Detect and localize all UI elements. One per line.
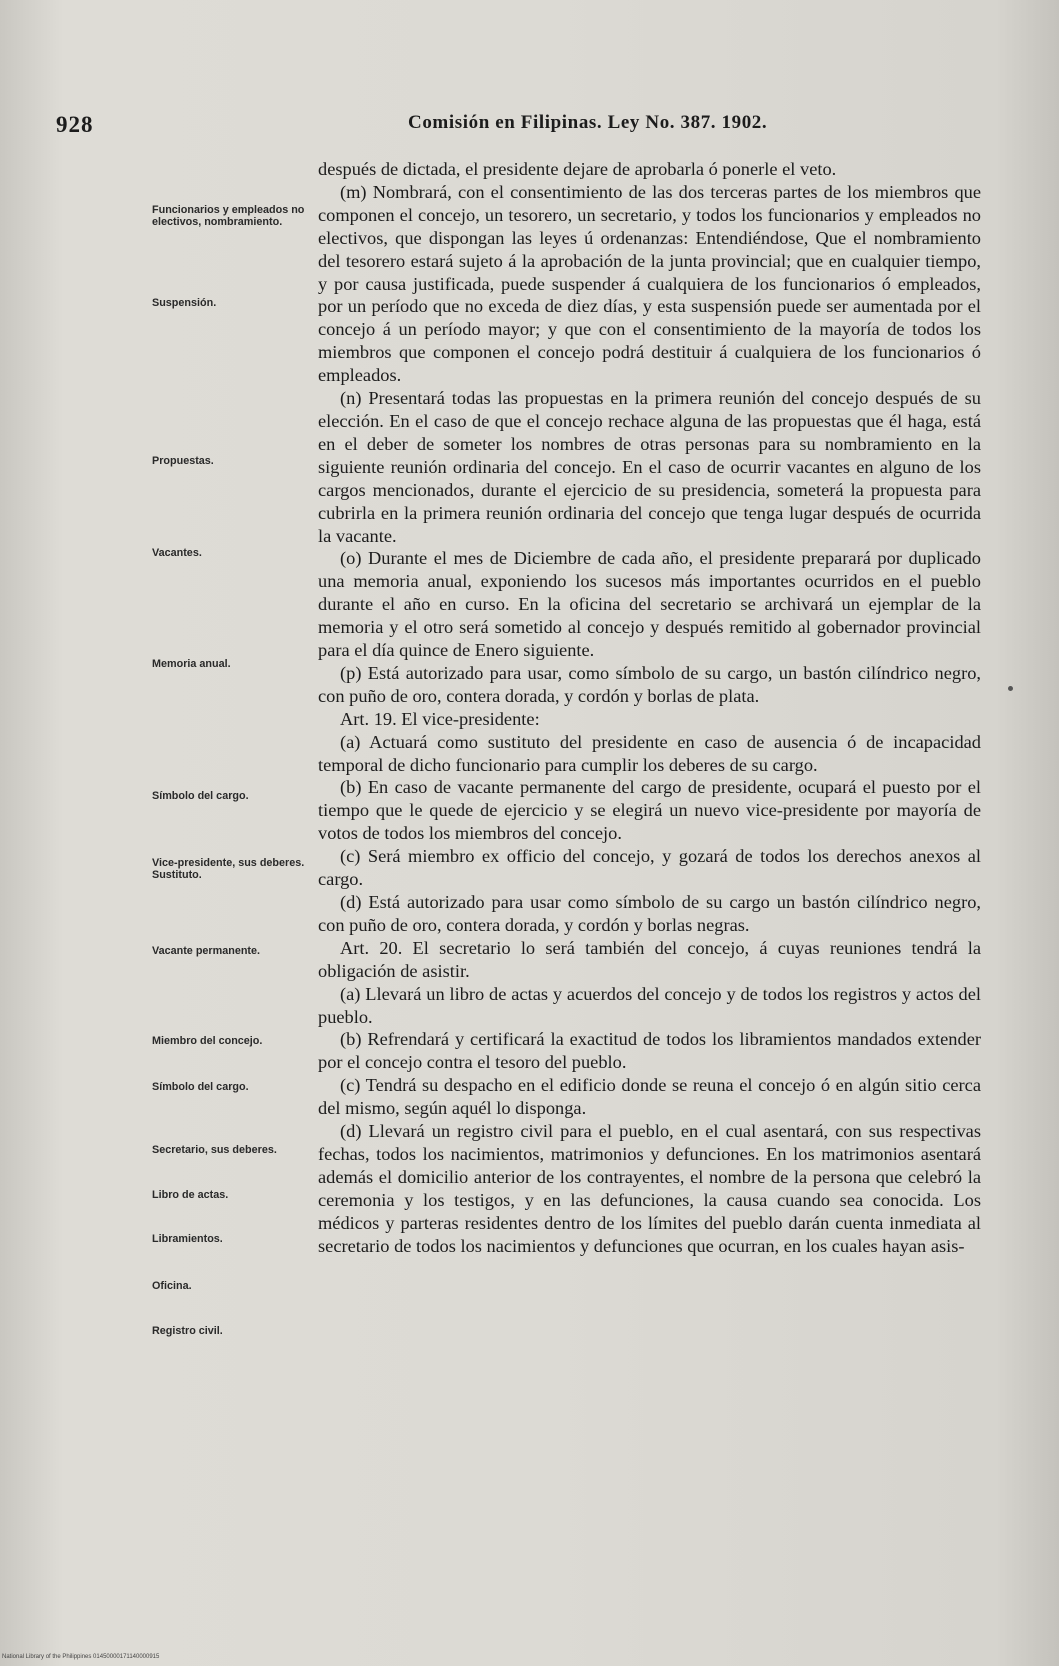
paragraph: (n) Presentará todas las propuestas en la primera reunión del concejo después de su elección. En el caso de que el concejo rechace alguna de las propuestas que él haga, está en el deber de someter los nombres de otras personas para su nombramiento en la siguiente reunión ordinaria del concejo. En el caso de ocurrir vacantes en alguno de los cargos mencionados, durante el ejercicio de su presidencia, someterá la propuesta para cubrirla en la primera reunión ordinaria del concejo que tenga lugar después de ocurrida la vacante. bbox=[318, 388, 981, 546]
paragraph: (m) Nombrará, con el consentimiento de las dos terceras partes de los miembros que componen el concejo, un tesorero, un secretario, y todos los funcionarios y empleados no electivos, que dispongan las leyes ú ordenanzas: Entendiéndose, Que el nombramiento del tesorero estará sujeto á la aprobación de la junta provincial; que en cualquier tiempo, y por causa justificada, puede suspender á cualquiera de los funcionarios ó empleados, por un período que no exceda de diez días, y esta suspensión puede ser aumentada por el concejo á un período mayor; y que con el consentimiento de la mayoría de todos los miembros que componen el concejo podrá destituir á cualquiera de los funcionarios ó empleados. bbox=[318, 181, 981, 386]
margin-note: Libramientos. bbox=[152, 1233, 223, 1245]
margin-note: Vice-presidente, sus deberes. Sustituto. bbox=[152, 857, 305, 881]
margin-note: Vacante permanente. bbox=[152, 945, 261, 957]
paragraph: (a) Llevará un libro de actas y acuerdos del concejo y de todos los registros y actos del pueblo. bbox=[318, 983, 981, 1027]
margin-note: Símbolo del cargo. bbox=[152, 1081, 249, 1093]
margin-note: Memoria anual. bbox=[152, 658, 231, 670]
scan-speck bbox=[1008, 686, 1013, 691]
paragraph: (d) Está autorizado para usar como símbolo de su cargo un bastón cilíndrico negro, con puño de oro, contera dorada, y cordón y borlas negras. bbox=[318, 892, 981, 935]
paragraph: Art. 19. El vice-presidente: bbox=[340, 708, 540, 729]
margin-note: Suspensión. bbox=[152, 297, 217, 309]
paragraph: (c) Será miembro ex officio del concejo, y gozará de todos los derechos anexos al cargo. bbox=[318, 846, 981, 890]
margin-note: Miembro del concejo. bbox=[152, 1035, 263, 1047]
paragraph: después de dictada, el presidente dejare de aprobarla ó ponerle el veto. bbox=[318, 159, 837, 179]
paragraph: (d) Llevará un registro civil para el pueblo, en el cual asentará, con sus respectivas fechas, todos los nacimientos, matrimonios y defunciones. En los matrimonios asentará además el domicilio anterior de los contrayentes, el nombre de la persona que celebró la ceremonia y los testigos, y en las defunciones, la causa cuando sea conocida. Los médicos y parteras residentes dentro de los límites del pueblo darán cuenta inmediata al secretario de todos los nacimientos y defunciones que ocurran, en los cuales hayan asis- bbox=[318, 1121, 981, 1256]
paragraph: (b) En caso de vacante permanente del cargo de presidente, ocupará el puesto por el tiempo que le quede de ejercicio y se elegirá un nuevo vice-presidente por mayoría de votos de todos los miembros del concejo. bbox=[318, 777, 981, 844]
page-number: 928 bbox=[56, 112, 94, 137]
scan-footer: National Library of the Philippines 01450000171140000915 bbox=[2, 1654, 160, 1660]
paragraph: (p) Está autorizado para usar, como símbolo de su cargo, un bastón cilíndrico negro, con puño de oro, contera dorada, y cordón y borlas de plata. bbox=[318, 662, 981, 706]
margin-note: Registro civil. bbox=[152, 1325, 223, 1337]
paragraph: (b) Refrendará y certificará la exactitud de todos los libramientos mandados extender por el concejo contra el tesoro del pueblo. bbox=[318, 1029, 981, 1073]
paragraph: (a) Actuará como sustituto del presidente en caso de ausencia ó de incapacidad temporal de dicho funcionario para cumplir los deberes de su cargo. bbox=[318, 731, 981, 775]
margin-note: Funcionarios y empleados no electivos, nombramiento. bbox=[152, 204, 305, 228]
margin-note: Secretario, sus deberes. bbox=[152, 1144, 277, 1156]
paragraph: (o) Durante el mes de Diciembre de cada año, el presidente preparará por duplicado una memoria anual, exponiendo los sucesos más importantes ocurridos en el pueblo durante el año en curso. En la oficina del secretario se archivará un ejemplar de la memoria y el otro será sometido al concejo y después remitido al gobernador provincial para el día quince de Enero siguiente. bbox=[318, 548, 981, 661]
paragraph: (c) Tendrá su despacho en el edificio donde se reuna el concejo ó en algún sitio cerca del mismo, según aquél lo disponga. bbox=[318, 1075, 981, 1119]
paragraph: Art. 20. El secretario lo será también del concejo, á cuyas reuniones tendrá la obligación de asistir. bbox=[318, 937, 981, 981]
margin-note: Oficina. bbox=[152, 1280, 192, 1292]
running-title: Comisión en Filipinas. Ley No. 387. 1902. bbox=[408, 112, 768, 133]
margin-note: Vacantes. bbox=[152, 547, 202, 559]
margin-note: Libro de actas. bbox=[152, 1189, 229, 1201]
margin-note: Símbolo del cargo. bbox=[152, 790, 249, 802]
body-text bbox=[318, 158, 981, 1258]
margin-note: Propuestas. bbox=[152, 455, 214, 467]
